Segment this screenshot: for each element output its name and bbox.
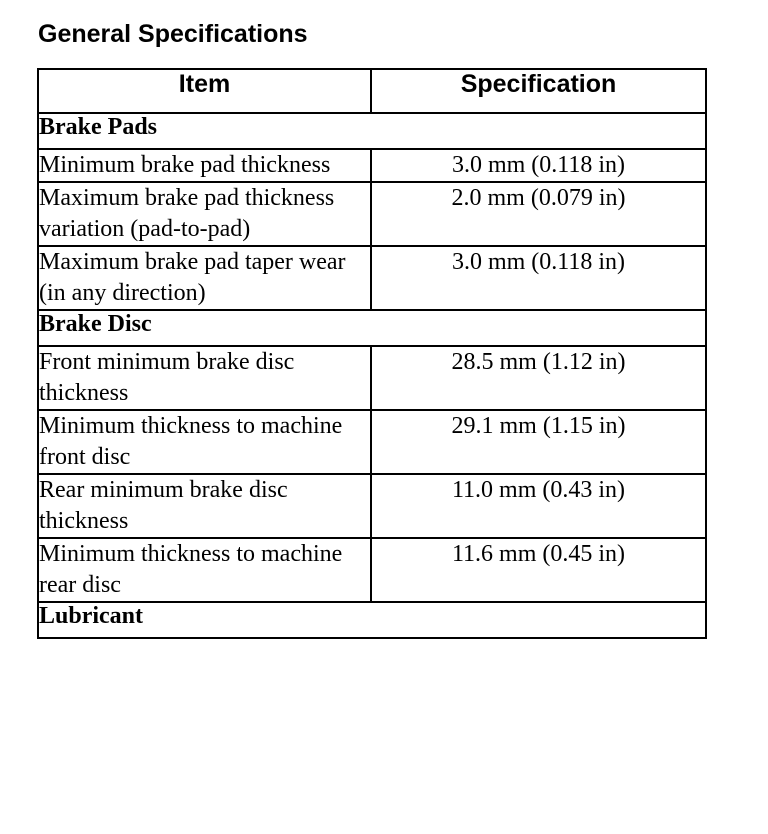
spec-cell: 29.1 mm (1.15 in) (371, 410, 706, 474)
column-header-specification: Specification (371, 69, 706, 113)
column-header-item: Item (38, 69, 371, 113)
spec-cell: 11.0 mm (0.43 in) (371, 474, 706, 538)
item-cell: Minimum brake pad thickness (38, 149, 371, 182)
section-title-brake-pads: Brake Pads (38, 113, 706, 149)
spec-cell: 11.6 mm (0.45 in) (371, 538, 706, 602)
item-cell: Minimum thickness to machine rear disc (38, 538, 371, 602)
spec-cell: 2.0 mm (0.079 in) (371, 182, 706, 246)
spec-cell: 28.5 mm (1.12 in) (371, 346, 706, 410)
table-row (38, 474, 706, 538)
item-cell: Front minimum brake disc thickness (38, 346, 371, 410)
specifications-table (37, 68, 707, 639)
section-title-brake-disc: Brake Disc (38, 310, 706, 346)
section-title-lubricant: Lubricant (38, 602, 706, 638)
table-row (38, 149, 706, 182)
item-cell: Minimum thickness to machine front disc (38, 410, 371, 474)
section-row (38, 602, 706, 638)
table-row (38, 346, 706, 410)
table-header-row (38, 69, 706, 113)
section-row (38, 310, 706, 346)
spec-cell: 3.0 mm (0.118 in) (371, 246, 706, 310)
item-cell: Maximum brake pad taper wear (in any direction) (38, 246, 371, 310)
table-row (38, 182, 706, 246)
item-cell: Maximum brake pad thickness variation (pad-to-pad) (38, 182, 371, 246)
page-title: General Specifications (38, 20, 308, 48)
item-cell: Rear minimum brake disc thickness (38, 474, 371, 538)
spec-cell: 3.0 mm (0.118 in) (371, 149, 706, 182)
table-row (38, 246, 706, 310)
table-row (38, 538, 706, 602)
table-row (38, 410, 706, 474)
section-row (38, 113, 706, 149)
